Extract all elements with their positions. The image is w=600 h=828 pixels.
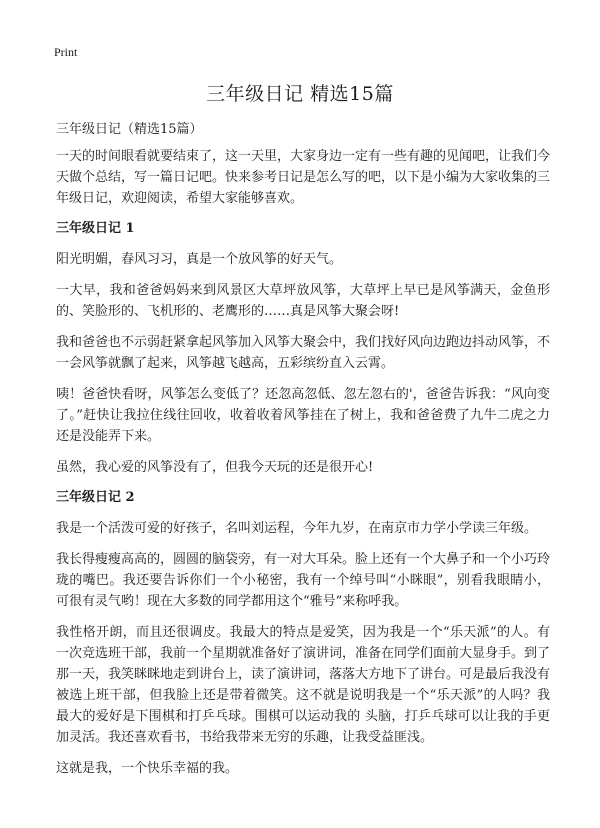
paragraph: 我性格开朗，而且还很调皮。我最大的特点是爱笑，因为我是一个“乐天派”的人。有一次竞选班干部，我前一个星期就准备好了演讲词，准备在同学们面前大显身手。到了那一天，我笑眯眯地走到讲台上，读了演讲词，落落大方地下了讲台。可是最后我没有被选上班干部，但我脸上还是带着微笑。这不就是说明我是一个“乐天派”的人吗？我最大的爱好是下围棋和打乒乓球。围棋可以运动我的 头脑，打乒乓球可以让我的手更加灵活。我还喜欢看书，书给我带来无穷的乐趣，让我受益匪浅。 <box>56 625 551 745</box>
section-heading: 三年级日记 2 <box>56 490 135 505</box>
paragraph: 阳光明媚，春风习习，真是一个放风筝的好天气。 <box>56 252 343 267</box>
print-link[interactable]: Print <box>54 45 78 59</box>
paragraph: 一大早，我和爸爸妈妈来到风景区大草坪放风筝，大草坪上早已是风筝满天，金鱼形的、笑脸形的、飞机形的、老鹰形的……真是风筝大聚会呀! <box>56 283 550 319</box>
paragraph: 咦！爸爸快看呀，风筝怎么变低了？还忽高忽低、忽左忽右的'，爸爸告诉我：“风向变了。”赶快让我拉住线往回收，收着收着风筝挂在了树上，我和爸爸费了九牛二虎之力还是没能弄下来。 <box>56 387 550 444</box>
paragraph: 这就是我，一个快乐幸福的我。 <box>56 761 239 776</box>
intro-paragraph: 一天的时间眼看就要结束了，这一天里，大家身边一定有一些有趣的见闻吧，让我们今天做个总结，写一篇日记吧。快来参考日记是怎么写的吧，以下是小编为大家收集的三年级日记，欢迎阅读，希望大家能够喜欢。 <box>56 149 551 206</box>
section-heading: 三年级日记 1 <box>56 221 135 236</box>
paragraph: 我是一个活泼可爱的好孩子，名叫刘运程，今年九岁，在南京市力学小学读三年级。 <box>56 521 538 536</box>
document-title: 三年级日记 精选15篇 <box>206 83 394 105</box>
paragraph: 虽然，我心爱的风筝没有了，但我今天玩的还是很开心! <box>56 460 374 475</box>
document-subtitle: 三年级日记（精选15篇） <box>56 122 203 137</box>
paragraph: 我和爸爸也不示弱赶紧拿起风筝加入风筝大聚会中，我们找好风向边跑边抖动风筝，不一会风筝就飘了起来，风筝越飞越高，五彩缤纷直入云霄。 <box>56 335 551 371</box>
paragraph: 我长得瘦瘦高高的，圆圆的脑袋旁，有一对大耳朵。脸上还有一个大鼻子和一个小巧玲珑的嘴巴。我还要告诉你们一个小秘密，我有一个绰号叫“小眯眼”，别看我眼睛小，可很有灵气哟！现在大多数的同学都用这个“雅号”来称呼我。 <box>56 552 551 609</box>
document-content <box>56 120 550 789</box>
